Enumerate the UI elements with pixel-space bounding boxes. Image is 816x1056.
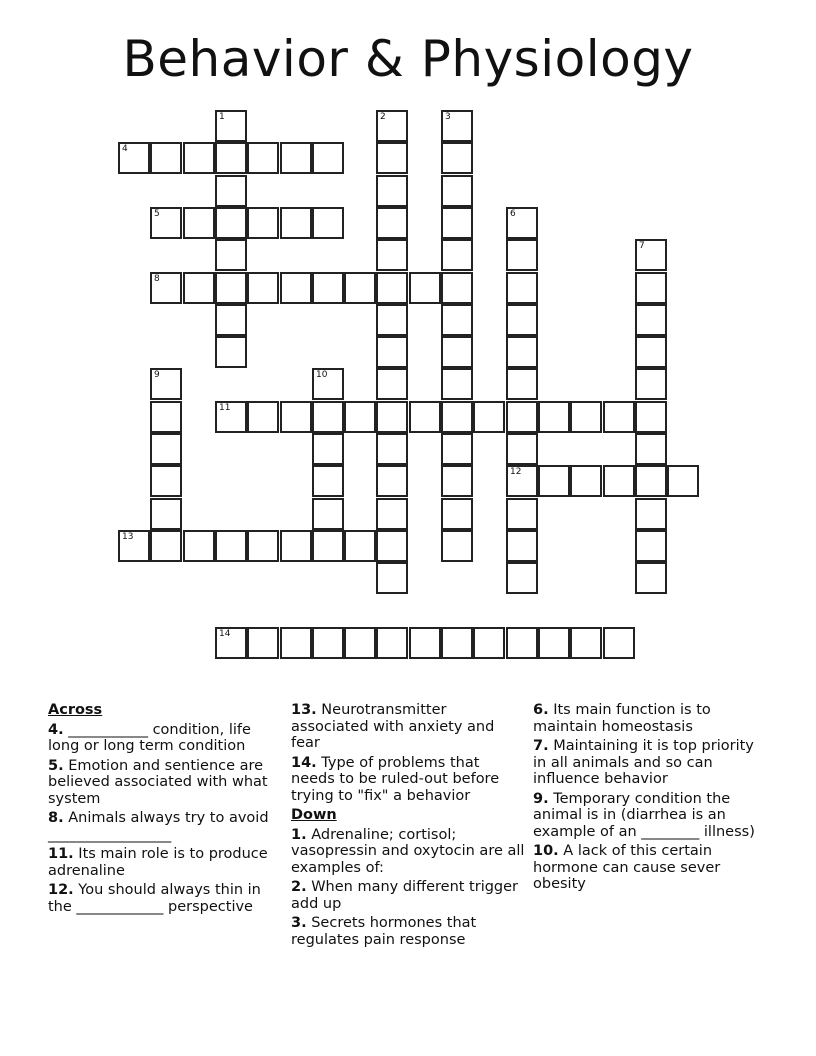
grid-cell[interactable] (635, 401, 667, 433)
grid-cell[interactable] (312, 272, 344, 304)
grid-cell[interactable] (441, 433, 473, 465)
clue-across-13: 13. Neurotransmitter associated with anxiety and fear (291, 702, 495, 751)
clue-down-3: 3. Secrets hormones that regulates pain response (291, 915, 477, 948)
grid-cell[interactable] (280, 627, 312, 659)
grid-cell[interactable] (247, 627, 279, 659)
cell-number: 8 (154, 274, 160, 284)
clue-down-10: 10. A lack of this certain hormone can cause sever obesity (533, 843, 721, 892)
grid-cell[interactable] (506, 498, 538, 530)
grid-cell[interactable] (409, 272, 441, 304)
grid-cell[interactable] (118, 530, 150, 562)
grid-cell[interactable] (150, 401, 182, 433)
grid-cell[interactable] (506, 239, 538, 271)
grid-cell[interactable] (150, 465, 182, 497)
grid-cell[interactable] (183, 530, 215, 562)
grid-cell[interactable] (247, 272, 279, 304)
clue-column-3 (533, 702, 763, 896)
grid-cell[interactable] (312, 433, 344, 465)
grid-cell[interactable] (376, 433, 408, 465)
grid-cell[interactable] (603, 401, 635, 433)
cell-number: 2 (380, 112, 386, 122)
grid-cell[interactable] (150, 142, 182, 174)
grid-cell[interactable] (312, 465, 344, 497)
across-header: Across (48, 702, 103, 718)
cell-number: 6 (510, 209, 516, 219)
grid-cell[interactable] (312, 498, 344, 530)
clue-down-7: 7. Maintaining it is top priority in all animals and so can influence behavior (533, 738, 754, 787)
grid-cell[interactable] (635, 433, 667, 465)
clue-across-12: 12. You should always thin in the ____________ perspective (48, 882, 261, 915)
grid-cell[interactable] (247, 142, 279, 174)
grid-cell[interactable] (150, 368, 182, 400)
grid-cell[interactable] (635, 465, 667, 497)
grid-cell[interactable] (376, 562, 408, 594)
grid-cell[interactable] (312, 401, 344, 433)
grid-cell[interactable] (215, 142, 247, 174)
grid-cell[interactable] (441, 465, 473, 497)
grid-cell[interactable] (667, 465, 699, 497)
cell-number: 1 (219, 112, 225, 122)
grid-cell[interactable] (506, 304, 538, 336)
grid-cell[interactable] (538, 401, 570, 433)
grid-cell[interactable] (506, 530, 538, 562)
grid-cell[interactable] (603, 465, 635, 497)
grid-cell[interactable] (603, 627, 635, 659)
clue-down-6: 6. Its main function is to maintain homeostasis (533, 702, 711, 735)
cell-number: 9 (154, 370, 160, 380)
grid-cell[interactable] (570, 465, 602, 497)
grid-cell[interactable] (215, 530, 247, 562)
down-header: Down (291, 807, 337, 823)
grid-cell[interactable] (376, 336, 408, 368)
grid-cell[interactable] (376, 465, 408, 497)
grid-cell[interactable] (473, 401, 505, 433)
grid-cell[interactable] (215, 336, 247, 368)
grid-cell[interactable] (376, 110, 408, 142)
grid-cell[interactable] (506, 433, 538, 465)
grid-cell[interactable] (280, 142, 312, 174)
grid-cell[interactable] (441, 142, 473, 174)
grid-cell[interactable] (441, 272, 473, 304)
cell-number: 14 (219, 629, 231, 639)
grid-cell[interactable] (215, 272, 247, 304)
grid-cell[interactable] (570, 627, 602, 659)
clue-column-2 (291, 702, 527, 951)
clue-across-8: 8. Animals always try to avoid _________________ (48, 810, 269, 843)
grid-cell[interactable] (183, 272, 215, 304)
grid-cell[interactable] (376, 142, 408, 174)
grid-cell[interactable] (441, 336, 473, 368)
grid-cell[interactable] (376, 175, 408, 207)
grid-cell[interactable] (344, 627, 376, 659)
grid-cell[interactable] (441, 627, 473, 659)
grid-cell[interactable] (150, 530, 182, 562)
grid-cell[interactable] (376, 207, 408, 239)
grid-cell[interactable] (635, 498, 667, 530)
grid-cell[interactable] (376, 530, 408, 562)
grid-cell[interactable] (312, 627, 344, 659)
grid-cell[interactable] (247, 207, 279, 239)
grid-cell[interactable] (215, 627, 247, 659)
grid-cell[interactable] (635, 239, 667, 271)
clue-across-4: 4. ___________ condition, life long or long term condition (48, 721, 251, 754)
grid-cell[interactable] (183, 207, 215, 239)
grid-cell[interactable] (506, 401, 538, 433)
grid-cell[interactable] (280, 272, 312, 304)
clue-down-9: 9. Temporary condition the animal is in (diarrhea is an example of an ________ illness) (533, 790, 755, 840)
grid-cell[interactable] (150, 498, 182, 530)
page-title: Behavior & Physiology (122, 30, 694, 88)
grid-cell[interactable] (215, 207, 247, 239)
grid-cell[interactable] (441, 175, 473, 207)
clue-column-1 (48, 702, 284, 918)
grid-cell[interactable] (312, 368, 344, 400)
grid-cell[interactable] (215, 239, 247, 271)
grid-cell[interactable] (409, 401, 441, 433)
grid-cell[interactable] (376, 272, 408, 304)
grid-cell[interactable] (215, 175, 247, 207)
cell-number: 11 (219, 403, 231, 413)
grid-cell[interactable] (150, 272, 182, 304)
grid-cell[interactable] (441, 110, 473, 142)
grid-cell[interactable] (344, 401, 376, 433)
grid-cell[interactable] (344, 530, 376, 562)
grid-cell[interactable] (150, 433, 182, 465)
grid-cell[interactable] (441, 207, 473, 239)
clue-across-14: 14. Type of problems that needs to be ruled-out before trying to "fix" a behavior (291, 754, 500, 804)
grid-cell[interactable] (280, 207, 312, 239)
grid-cell[interactable] (376, 304, 408, 336)
grid-cell[interactable] (635, 272, 667, 304)
grid-cell[interactable] (280, 401, 312, 433)
grid-cell[interactable] (506, 368, 538, 400)
cell-number: 4 (122, 144, 128, 154)
grid-cell[interactable] (409, 627, 441, 659)
grid-cell[interactable] (538, 627, 570, 659)
clue-down-2: 2. When many different trigger add up (291, 879, 519, 912)
grid-cell[interactable] (312, 142, 344, 174)
grid-cell[interactable] (441, 239, 473, 271)
grid-cell[interactable] (150, 207, 182, 239)
grid-cell[interactable] (280, 530, 312, 562)
cell-number: 10 (316, 370, 328, 380)
grid-cell[interactable] (538, 465, 570, 497)
grid-cell[interactable] (376, 368, 408, 400)
grid-cell[interactable] (376, 498, 408, 530)
grid-cell[interactable] (473, 627, 505, 659)
grid-cell[interactable] (441, 530, 473, 562)
grid-cell[interactable] (215, 110, 247, 142)
grid-cell[interactable] (376, 401, 408, 433)
grid-cell[interactable] (635, 562, 667, 594)
grid-cell[interactable] (376, 239, 408, 271)
grid-cell[interactable] (215, 304, 247, 336)
grid-cell[interactable] (312, 530, 344, 562)
grid-cell[interactable] (247, 401, 279, 433)
grid-cell[interactable] (441, 304, 473, 336)
grid-cell[interactable] (247, 530, 279, 562)
cell-number: 13 (122, 532, 134, 542)
grid-cell[interactable] (506, 562, 538, 594)
grid-cell[interactable] (215, 401, 247, 433)
grid-cell[interactable] (506, 207, 538, 239)
grid-cell[interactable] (441, 368, 473, 400)
cell-number: 5 (154, 209, 160, 219)
cell-number: 7 (639, 241, 645, 251)
grid-cell[interactable] (506, 627, 538, 659)
clue-down-1: 1. Adrenaline; cortisol; vasopressin and oxytocin are all examples of: (291, 826, 525, 876)
grid-cell[interactable] (635, 530, 667, 562)
grid-cell[interactable] (118, 142, 150, 174)
grid-cell[interactable] (183, 142, 215, 174)
grid-cell[interactable] (635, 336, 667, 368)
grid-cell[interactable] (344, 272, 376, 304)
grid-cell[interactable] (635, 304, 667, 336)
clue-across-5: 5. Emotion and sentience are believed associated with what system (48, 757, 268, 807)
grid-cell[interactable] (570, 401, 602, 433)
grid-cell[interactable] (441, 401, 473, 433)
cell-number: 12 (510, 467, 522, 477)
grid-cell[interactable] (635, 368, 667, 400)
grid-cell[interactable] (506, 465, 538, 497)
clue-across-11: 11. Its main role is to produce adrenaline (48, 846, 268, 879)
cell-number: 3 (445, 112, 451, 122)
grid-cell[interactable] (376, 627, 408, 659)
grid-cell[interactable] (312, 207, 344, 239)
grid-cell[interactable] (506, 272, 538, 304)
grid-cell[interactable] (441, 498, 473, 530)
grid-cell[interactable] (506, 336, 538, 368)
